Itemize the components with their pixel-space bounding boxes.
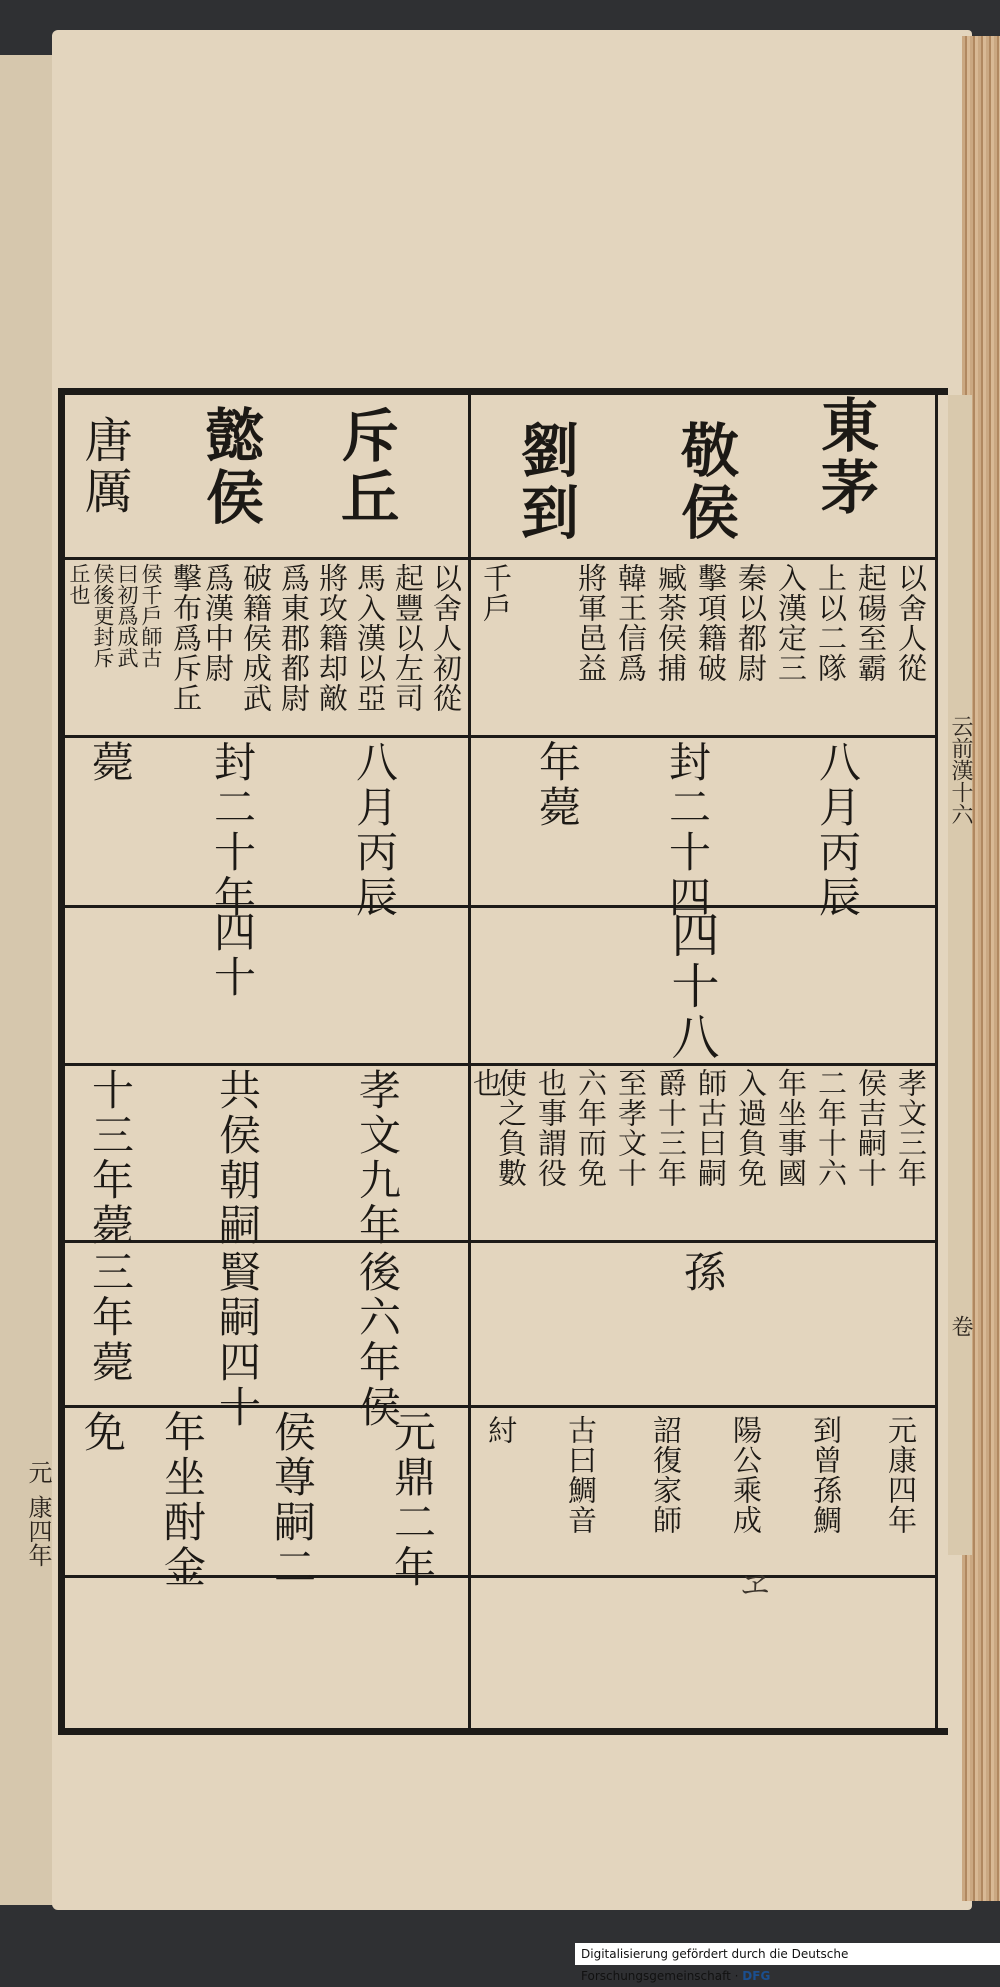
row-divider-6 (58, 1405, 938, 1408)
marquis-2-record-col: 爲漢中尉 (201, 563, 235, 683)
main-page (52, 30, 972, 1910)
marquis-2-record-col: 侯後更封斥 (91, 563, 115, 668)
marquis-1-note-col: 使之負數 (494, 1068, 528, 1188)
marquis-2-record-col: 以舍人初從 (429, 563, 463, 713)
marquis-1-record-col: 韓王信爲 (614, 563, 648, 683)
marquis-2-yuanding-col: 免 (78, 1410, 127, 1455)
row-divider-3 (58, 905, 938, 908)
marquis-1-record-col: 臧荼侯捕 (654, 563, 688, 683)
table-left-border (58, 388, 65, 1735)
marquis-1-note-col: 入過負免 (734, 1068, 768, 1188)
left-margin-fragment-1: 元 (24, 1460, 52, 1484)
marquis-2-name-col-3: 唐厲 (76, 415, 132, 517)
marquis-2-enfeoff-col-3: 薨 (86, 740, 135, 785)
marquis-2-record-col: 侯千戶師古 (139, 563, 163, 668)
marquis-2-record-col: 馬入漢以亞 (353, 563, 387, 713)
row-divider-2 (58, 735, 938, 738)
marquis-1-note-col: 也 (469, 1068, 503, 1098)
marquis-2-name-col-2: 懿侯 (196, 405, 264, 529)
marquis-2-later-col-3b: 三年薨 (86, 1250, 135, 1385)
marquis-1-note-col: 爵十三年 (654, 1068, 688, 1188)
marquis-2-later-col-2b: 賢嗣四十 (213, 1250, 262, 1430)
marquis-1-note-col: 二年十六 (814, 1068, 848, 1188)
marquis-2-later-col-1: 孝文九年 (353, 1068, 402, 1248)
table-middle-divider (468, 388, 471, 1735)
table-bottom-border (58, 1728, 948, 1735)
marquis-1-note-col: 孝文三年 (894, 1068, 928, 1188)
marquis-1-enfeoff-col-2: 封二十四 (663, 740, 712, 920)
marquis-1-note-col: 也事謂役 (534, 1068, 568, 1188)
right-margin-fragment-2: 卷 (948, 1315, 973, 1337)
marquis-2-yuanding-col: 侯尊嗣二 (268, 1410, 317, 1590)
stamp-mark: ヱ (740, 1568, 770, 1603)
table-top-border (58, 388, 948, 395)
marquis-2-record-col: 曰初爲成武 (115, 563, 139, 668)
footer-text: Digitalisierung gefördert durch die Deutsche Forschungsgemeinschaft · (581, 1947, 849, 1983)
marquis-1-yuankang-col: 紂 (484, 1415, 518, 1445)
left-margin-fragment-2: 康四年 (24, 1495, 52, 1567)
marquis-2-enfeoff-col-2: 封二十年 (208, 740, 257, 920)
left-page (0, 55, 60, 1905)
marquis-1-record-col: 以舍人從 (894, 563, 928, 683)
digitization-footer (575, 1943, 1000, 1983)
marquis-1-yuankang-col: 元康四年 (884, 1415, 918, 1535)
marquis-2-yuanding-col: 年坐酎金 (158, 1410, 207, 1590)
marquis-1-record-col: 入漢定三 (774, 563, 808, 683)
marquis-2-name-col-1: 斥丘 (331, 405, 399, 529)
marquis-1-yuankang-col: 到曾孫鯛 (809, 1415, 843, 1535)
marquis-1-yuankang-col: 陽公乘成 (729, 1415, 763, 1535)
marquis-1-name-col-1: 東茅 (811, 395, 879, 519)
right-margin-fragment-1: 云前漢十六 (948, 715, 973, 825)
row-divider-4 (58, 1063, 938, 1066)
marquis-1-note-col: 年坐事國 (774, 1068, 808, 1188)
marquis-1-record-col: 千戶 (479, 563, 513, 623)
marquis-1-record-col: 起碭至霸 (854, 563, 888, 683)
marquis-1-record-col: 擊項籍破 (694, 563, 728, 683)
marquis-1-name-col-2: 敬侯 (671, 420, 739, 544)
marquis-2-yuanding-col: 元鼎二年 (388, 1410, 437, 1590)
marquis-1-enfeoff-col-3: 年薨 (533, 740, 582, 830)
marquis-1-record-col: 上以二隊 (814, 563, 848, 683)
marquis-1-grandson: 孫 (678, 1250, 727, 1295)
marquis-1-record-col: 秦以都尉 (734, 563, 768, 683)
row-divider-1 (58, 557, 938, 560)
dfg-logo: DFG (742, 1969, 771, 1983)
marquis-1-note-col: 侯吉嗣十 (854, 1068, 888, 1188)
right-margin (948, 395, 972, 1555)
marquis-1-name-col-3: 劉到 (511, 420, 579, 544)
marquis-1-yuankang-col: 古曰鯛音 (564, 1415, 598, 1535)
marquis-1-enfeoff-col-1: 八月丙辰 (813, 740, 862, 920)
marquis-2-record-col: 將攻籍却敵 (315, 563, 349, 713)
marquis-2-later-col-3: 十三年薨 (86, 1068, 135, 1248)
marquis-2-years: 四十 (208, 910, 257, 1000)
marquis-2-record-col: 破籍侯成武 (239, 563, 273, 713)
table-right-border (935, 388, 938, 1735)
marquis-1-note-col: 至孝文十 (614, 1068, 648, 1188)
marquis-1-record-col: 將軍邑益 (574, 563, 608, 683)
marquis-2-record-col: 丘也 (67, 563, 91, 605)
marquis-2-record-col: 爲東郡都尉 (277, 563, 311, 713)
marquis-2-later-col-2: 共侯朝嗣 (213, 1068, 262, 1248)
marquis-2-record-col: 擊布爲斥丘 (169, 563, 203, 713)
marquis-1-years: 四十八 (663, 910, 719, 1063)
row-divider-5 (58, 1240, 938, 1243)
marquis-1-note-col: 六年而免 (574, 1068, 608, 1188)
marquis-2-enfeoff-col-1: 八月丙辰 (350, 740, 399, 920)
marquis-2-later-col-1b: 後六年侯 (353, 1250, 402, 1430)
marquis-1-note-col: 師古曰嗣 (694, 1068, 728, 1188)
marquis-2-record-col: 起豐以左司 (391, 563, 425, 713)
marquis-1-yuankang-col: 詔復家師 (649, 1415, 683, 1535)
